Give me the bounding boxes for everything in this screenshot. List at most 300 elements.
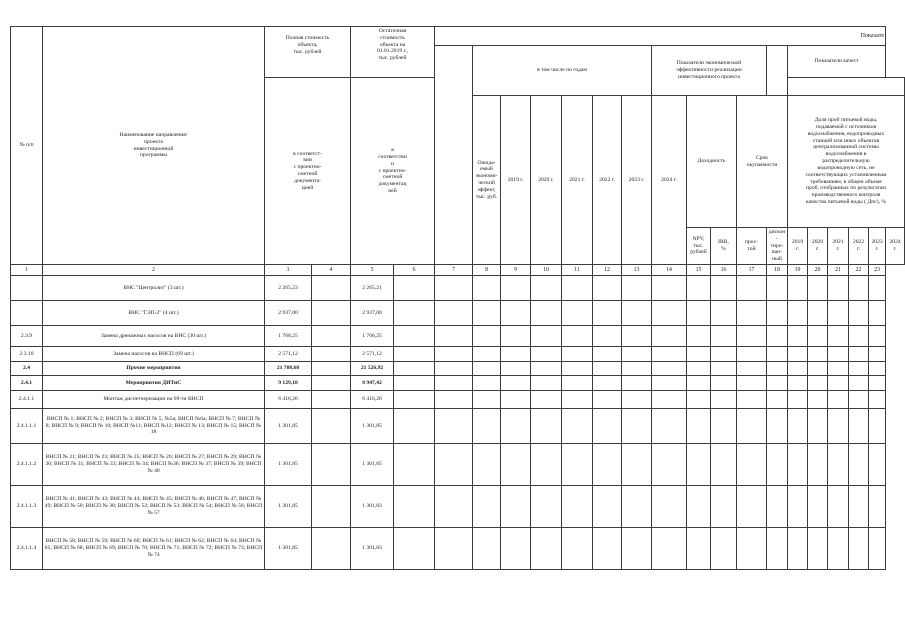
empty-cell xyxy=(849,528,869,570)
empty-cell xyxy=(711,486,737,528)
empty-cell xyxy=(652,301,687,326)
empty-cell xyxy=(562,528,593,570)
empty-cell xyxy=(849,391,869,409)
empty-cell xyxy=(737,301,767,326)
empty-cell xyxy=(652,362,687,376)
full-cost-value: 1 301,85 xyxy=(265,444,312,486)
empty-cell xyxy=(808,391,828,409)
empty-cell xyxy=(622,326,652,347)
empty-cell xyxy=(767,301,788,326)
table-row xyxy=(11,376,905,391)
table-row xyxy=(11,301,905,326)
column-number: 12 xyxy=(593,265,622,276)
header-effect-spacer xyxy=(435,46,473,265)
empty-cell xyxy=(622,391,652,409)
header-by-years: в том числе по годам xyxy=(473,46,652,96)
empty-cell xyxy=(593,376,622,391)
row-name: Замена дренажных насосов на ВНС (30 шт.) xyxy=(43,326,265,347)
header-discounted: дискон- тиро- ван- ный xyxy=(767,228,788,265)
empty-cell xyxy=(737,362,767,376)
row-name: ВНСП № 1; ВНСП № 2; ВНСП № 3; ВНСП № 5, №5а; ВНСП №6а; ВНСП № 7; ВНСП № 8; ВНСП № 9; ВНСП № 10; ВНСП №11; ВНСП №12; ВНСП № 13; ВНСП № 15; ВНСП № 18 xyxy=(43,409,265,444)
empty-cell xyxy=(828,326,849,347)
empty-cell xyxy=(808,409,828,444)
empty-cell xyxy=(501,486,531,528)
empty-cell xyxy=(531,528,562,570)
column-number: 6 xyxy=(394,265,435,276)
empty-cell xyxy=(501,301,531,326)
header-full-cost-pd: в соответст- вии с проектно- сметной документа- цией xyxy=(265,78,351,265)
row-number: 2.4.1.1 xyxy=(11,391,43,409)
empty-cell xyxy=(622,409,652,444)
empty-cell xyxy=(711,347,737,362)
empty-cell xyxy=(828,444,849,486)
empty-cell xyxy=(869,528,886,570)
column-number: 20 xyxy=(808,265,828,276)
empty-cell xyxy=(622,444,652,486)
empty-cell xyxy=(501,391,531,409)
column-number: 7 xyxy=(435,265,473,276)
empty-cell xyxy=(652,486,687,528)
header-qyear-2023: 2023 г. xyxy=(869,228,886,265)
empty-cell xyxy=(435,409,473,444)
empty-cell xyxy=(394,486,435,528)
column-number: 23 xyxy=(869,265,886,276)
empty-cell xyxy=(788,486,808,528)
empty-cell xyxy=(593,444,622,486)
empty-cell xyxy=(711,326,737,347)
table-row xyxy=(11,362,905,376)
empty-cell xyxy=(531,362,562,376)
empty-cell xyxy=(394,376,435,391)
empty-cell xyxy=(808,362,828,376)
empty-cell xyxy=(473,326,501,347)
empty-cell xyxy=(687,362,711,376)
empty-cell xyxy=(828,301,849,326)
empty-cell xyxy=(737,276,767,301)
empty-cell xyxy=(828,486,849,528)
residual-cost-value: 1 301,85 xyxy=(351,409,394,444)
column-number: 10 xyxy=(531,265,562,276)
empty-cell xyxy=(562,276,593,301)
empty-cell xyxy=(808,376,828,391)
header-indicators: Показате xyxy=(435,27,886,46)
empty-cell xyxy=(652,528,687,570)
residual-cost-value: 1 301,83 xyxy=(351,528,394,570)
empty-cell xyxy=(562,326,593,347)
residual-cost-value: 1 301,85 xyxy=(351,444,394,486)
column-number: 15 xyxy=(687,265,711,276)
empty-cell xyxy=(394,301,435,326)
empty-cell xyxy=(767,486,788,528)
empty-cell xyxy=(562,409,593,444)
header-payback: Срок окупаемости xyxy=(737,96,788,228)
empty-cell xyxy=(849,276,869,301)
empty-cell xyxy=(501,528,531,570)
empty-cell xyxy=(767,326,788,347)
empty-cell xyxy=(435,301,473,326)
empty-cell xyxy=(622,486,652,528)
table-row xyxy=(11,528,905,570)
row-number xyxy=(11,301,43,326)
empty-cell xyxy=(652,326,687,347)
full-cost-value: 2 571,12 xyxy=(265,347,312,362)
empty-cell xyxy=(767,347,788,362)
row-number: 2.4.1.1.1 xyxy=(11,409,43,444)
empty-cell xyxy=(531,347,562,362)
empty-cell xyxy=(622,362,652,376)
empty-cell xyxy=(312,391,351,409)
empty-cell xyxy=(788,376,808,391)
investment-program-sheet xyxy=(10,26,905,570)
empty-cell xyxy=(767,276,788,301)
empty-cell xyxy=(849,409,869,444)
row-name: Мероприятия ДИТиС xyxy=(43,376,265,391)
header-year-2019: 2019 г. xyxy=(501,96,531,265)
header-full-cost: Полная стоимость объекта, тыс. рублей xyxy=(265,27,351,78)
empty-cell xyxy=(711,391,737,409)
empty-cell xyxy=(767,376,788,391)
row-number: 2.3.9 xyxy=(11,326,43,347)
empty-cell xyxy=(531,276,562,301)
full-cost-value: 2 265,23 xyxy=(265,276,312,301)
empty-cell xyxy=(531,301,562,326)
empty-cell xyxy=(788,409,808,444)
empty-cell xyxy=(473,528,501,570)
empty-cell xyxy=(312,376,351,391)
empty-cell xyxy=(593,347,622,362)
table-row xyxy=(11,276,905,301)
header-year-2023: 2023 г. xyxy=(622,96,652,265)
empty-cell xyxy=(808,326,828,347)
full-cost-value: 1 301,85 xyxy=(265,486,312,528)
empty-cell xyxy=(531,326,562,347)
empty-cell xyxy=(562,444,593,486)
empty-cell xyxy=(737,391,767,409)
empty-cell xyxy=(394,362,435,376)
empty-cell xyxy=(711,362,737,376)
empty-cell xyxy=(593,486,622,528)
header-quality-blank xyxy=(788,78,905,96)
empty-cell xyxy=(869,362,886,376)
empty-cell xyxy=(531,486,562,528)
column-numbers-row xyxy=(11,265,905,276)
empty-cell xyxy=(435,391,473,409)
table-row xyxy=(11,486,905,528)
header-residual-cost: Остаточная стоимость объекта на 01.01.2019 г., тыс. рублей xyxy=(351,27,435,78)
empty-cell xyxy=(652,276,687,301)
empty-cell xyxy=(531,409,562,444)
table-row xyxy=(11,326,905,347)
empty-cell xyxy=(531,376,562,391)
empty-cell xyxy=(652,444,687,486)
empty-cell xyxy=(501,409,531,444)
header-qyear-2024: 2024 г. xyxy=(886,228,905,265)
column-number: 21 xyxy=(828,265,849,276)
column-number: 2 xyxy=(43,265,265,276)
empty-cell xyxy=(828,391,849,409)
empty-cell xyxy=(788,391,808,409)
full-cost-value: 1 301,85 xyxy=(265,528,312,570)
empty-cell xyxy=(562,301,593,326)
row-name: ВНСП № 41; ВНСП № 43; ВНСП № 44; ВНСП № 45; ВНСП № 46; ВНСП № 47; ВНСП № 49; ВНСП № 50; ВНСП № 38; ВНСП № 52; ВНСП № 53; ВНСП № 54; ВНСП № 56; ВНСП № 57 xyxy=(43,486,265,528)
empty-cell xyxy=(312,486,351,528)
residual-cost-value: 2 265,21 xyxy=(351,276,394,301)
empty-cell xyxy=(788,301,808,326)
empty-cell xyxy=(849,486,869,528)
empty-cell xyxy=(473,486,501,528)
empty-cell xyxy=(849,362,869,376)
empty-cell xyxy=(394,276,435,301)
empty-cell xyxy=(767,362,788,376)
empty-cell xyxy=(473,301,501,326)
empty-cell xyxy=(394,409,435,444)
empty-cell xyxy=(869,301,886,326)
empty-cell xyxy=(869,391,886,409)
empty-cell xyxy=(394,444,435,486)
empty-cell xyxy=(531,444,562,486)
empty-cell xyxy=(312,409,351,444)
empty-cell xyxy=(808,528,828,570)
column-number: 16 xyxy=(711,265,737,276)
empty-cell xyxy=(312,347,351,362)
empty-cell xyxy=(687,301,711,326)
empty-cell xyxy=(711,276,737,301)
empty-cell xyxy=(593,301,622,326)
residual-cost-value: 8 947,42 xyxy=(351,376,394,391)
empty-cell xyxy=(687,276,711,301)
empty-cell xyxy=(808,276,828,301)
empty-cell xyxy=(435,528,473,570)
table-row xyxy=(11,391,905,409)
table-body xyxy=(11,27,905,570)
empty-cell xyxy=(312,362,351,376)
column-number: 3 xyxy=(265,265,312,276)
full-cost-value: 6 416,26 xyxy=(265,391,312,409)
full-cost-value: 9 129,18 xyxy=(265,376,312,391)
empty-cell xyxy=(788,362,808,376)
residual-cost-value: 21 526,92 xyxy=(351,362,394,376)
full-cost-value: 1 768,25 xyxy=(265,326,312,347)
empty-cell xyxy=(869,409,886,444)
empty-cell xyxy=(828,528,849,570)
empty-cell xyxy=(849,301,869,326)
empty-cell xyxy=(435,347,473,362)
header-quality-desc: Доля проб питьевой воды, подаваемой с источников водоснабжения, водопроводных станций или иных объектов централизованной системы водоснабжения в распределительную водопроводную сеть, не соответствующих установленным требованиям, в общем объеме проб, отобранных по результатам производственного контроля качества питьевой воды ( Дпс), % xyxy=(788,96,905,228)
header-blank xyxy=(767,46,788,96)
row-number: 2.4.1 xyxy=(11,376,43,391)
empty-cell xyxy=(312,301,351,326)
column-number: 19 xyxy=(788,265,808,276)
empty-cell xyxy=(767,391,788,409)
column-number: 11 xyxy=(562,265,593,276)
empty-cell xyxy=(593,276,622,301)
header-residual-pd: в соответстви и с проектно- сметной документац ией xyxy=(351,78,435,265)
empty-cell xyxy=(622,528,652,570)
empty-cell xyxy=(473,347,501,362)
empty-cell xyxy=(687,326,711,347)
row-number: 2.4 xyxy=(11,362,43,376)
empty-cell xyxy=(562,362,593,376)
header-qyear-2019: 2019 г. xyxy=(788,228,808,265)
header-profitability: Доходность xyxy=(687,96,737,228)
header-effect: Ожида- емый экономи- ческий эффект, тыс. руб. xyxy=(473,96,501,265)
header-qyear-2021: 2021 г. xyxy=(828,228,849,265)
table-row xyxy=(11,347,905,362)
row-name: ВНС "ГЭП-2" (4 шт.) xyxy=(43,301,265,326)
empty-cell xyxy=(808,486,828,528)
empty-cell xyxy=(737,409,767,444)
empty-cell xyxy=(788,276,808,301)
empty-cell xyxy=(737,347,767,362)
row-number xyxy=(11,276,43,301)
header-year-2020: 2020 г. xyxy=(531,96,562,265)
empty-cell xyxy=(652,409,687,444)
empty-cell xyxy=(849,376,869,391)
row-number: 2.4.1.1.2 xyxy=(11,444,43,486)
empty-cell xyxy=(828,347,849,362)
empty-cell xyxy=(687,376,711,391)
empty-cell xyxy=(711,444,737,486)
column-number: 22 xyxy=(849,265,869,276)
empty-cell xyxy=(849,347,869,362)
full-cost-value: 2 937,00 xyxy=(265,301,312,326)
full-cost-value: 21 708,68 xyxy=(265,362,312,376)
empty-cell xyxy=(312,444,351,486)
empty-cell xyxy=(501,276,531,301)
empty-cell xyxy=(828,376,849,391)
empty-cell xyxy=(593,391,622,409)
empty-cell xyxy=(593,362,622,376)
empty-cell xyxy=(473,362,501,376)
empty-cell xyxy=(435,444,473,486)
empty-cell xyxy=(869,486,886,528)
empty-cell xyxy=(737,486,767,528)
empty-cell xyxy=(501,376,531,391)
empty-cell xyxy=(687,409,711,444)
empty-cell xyxy=(687,391,711,409)
empty-cell xyxy=(652,391,687,409)
empty-cell xyxy=(737,528,767,570)
header-quality-title: Показатели качест xyxy=(788,46,886,78)
empty-cell xyxy=(473,444,501,486)
row-name: ВНСП № 21; ВНСП № 23; ВНСП № 25; ВНСП № 26; ВНСП № 27; ВНСП № 29; ВНСП № 30; ВНСП № 31; ВНСП № 33; ВНСП № 34; ВНСП №36; ВНСП № 37; ВНСП № 39; ВНСП № 40 xyxy=(43,444,265,486)
empty-cell xyxy=(394,347,435,362)
empty-cell xyxy=(711,301,737,326)
empty-cell xyxy=(435,276,473,301)
empty-cell xyxy=(435,376,473,391)
empty-cell xyxy=(435,362,473,376)
empty-cell xyxy=(788,347,808,362)
empty-cell xyxy=(394,326,435,347)
empty-cell xyxy=(312,528,351,570)
column-number: 14 xyxy=(652,265,687,276)
row-number: 2.4.1.1.3 xyxy=(11,486,43,528)
column-number: 1 xyxy=(11,265,43,276)
empty-cell xyxy=(767,409,788,444)
empty-cell xyxy=(562,486,593,528)
header-year-2024: 2024 г. xyxy=(652,96,687,265)
empty-cell xyxy=(687,444,711,486)
empty-cell xyxy=(849,326,869,347)
row-name: ВНС "Центролит" (3 шт.) xyxy=(43,276,265,301)
table-row xyxy=(11,444,905,486)
empty-cell xyxy=(869,347,886,362)
row-number: 2.3.10 xyxy=(11,347,43,362)
empty-cell xyxy=(501,444,531,486)
header-econ-eff: Показатели экономической эффективности реализации инвестиционного проекта xyxy=(652,46,767,96)
empty-cell xyxy=(435,486,473,528)
header-qyear-2020: 2020 г. xyxy=(808,228,828,265)
header-name: Наименование направления/ проекта инвестиционной программы xyxy=(43,27,265,265)
row-name: Замена насосов на ВНСП (69 шт.) xyxy=(43,347,265,362)
residual-cost-value: 1 301,83 xyxy=(351,486,394,528)
residual-cost-value: 1 768,25 xyxy=(351,326,394,347)
empty-cell xyxy=(828,276,849,301)
empty-cell xyxy=(808,301,828,326)
empty-cell xyxy=(622,347,652,362)
empty-cell xyxy=(788,326,808,347)
empty-cell xyxy=(869,276,886,301)
empty-cell xyxy=(869,376,886,391)
column-number: 18 xyxy=(767,265,788,276)
empty-cell xyxy=(652,376,687,391)
empty-cell xyxy=(312,326,351,347)
header-qyear-2022: 2022 г. xyxy=(849,228,869,265)
empty-cell xyxy=(767,444,788,486)
column-number: 8 xyxy=(473,265,501,276)
empty-cell xyxy=(562,376,593,391)
empty-cell xyxy=(593,409,622,444)
empty-cell xyxy=(828,409,849,444)
header-simple: прос- той xyxy=(737,228,767,265)
investment-program-table xyxy=(10,26,905,570)
column-number: 5 xyxy=(351,265,394,276)
empty-cell xyxy=(869,444,886,486)
column-number: 4 xyxy=(312,265,351,276)
empty-cell xyxy=(394,391,435,409)
empty-cell xyxy=(473,391,501,409)
full-cost-value: 1 301,85 xyxy=(265,409,312,444)
empty-cell xyxy=(312,276,351,301)
header-npv: NPV, тыс. рублей xyxy=(687,228,711,265)
empty-cell xyxy=(711,409,737,444)
column-number: 9 xyxy=(501,265,531,276)
empty-cell xyxy=(737,376,767,391)
empty-cell xyxy=(473,276,501,301)
empty-cell xyxy=(593,528,622,570)
column-number: 17 xyxy=(737,265,767,276)
empty-cell xyxy=(562,391,593,409)
header-num: № п/п xyxy=(11,27,43,265)
empty-cell xyxy=(849,444,869,486)
header-year-2021: 2021 г. xyxy=(562,96,593,265)
table-row xyxy=(11,409,905,444)
empty-cell xyxy=(687,486,711,528)
row-name: Монтаж диспетчеризации на 69-ти ВНСП xyxy=(43,391,265,409)
empty-cell xyxy=(531,391,562,409)
empty-cell xyxy=(687,528,711,570)
empty-cell xyxy=(622,376,652,391)
row-name: Прочие мероприятия xyxy=(43,362,265,376)
empty-cell xyxy=(622,276,652,301)
row-name: ВНСП № 58; ВНСП № 59; ВНСП № 60; ВНСП № 61; ВНСП № 62; ВНСП № 64; ВНСП № 65; ВНСП № 68; ВНСП № 69; ВНСП № 70; ВНСП № 71; ВНСП № 72; ВНСП № 73; ВНСП № 74 xyxy=(43,528,265,570)
residual-cost-value: 6 416,26 xyxy=(351,391,394,409)
header-year-2022: 2022 г. xyxy=(593,96,622,265)
residual-cost-value: 2 937,00 xyxy=(351,301,394,326)
column-number: 13 xyxy=(622,265,652,276)
empty-cell xyxy=(737,444,767,486)
empty-cell xyxy=(652,347,687,362)
